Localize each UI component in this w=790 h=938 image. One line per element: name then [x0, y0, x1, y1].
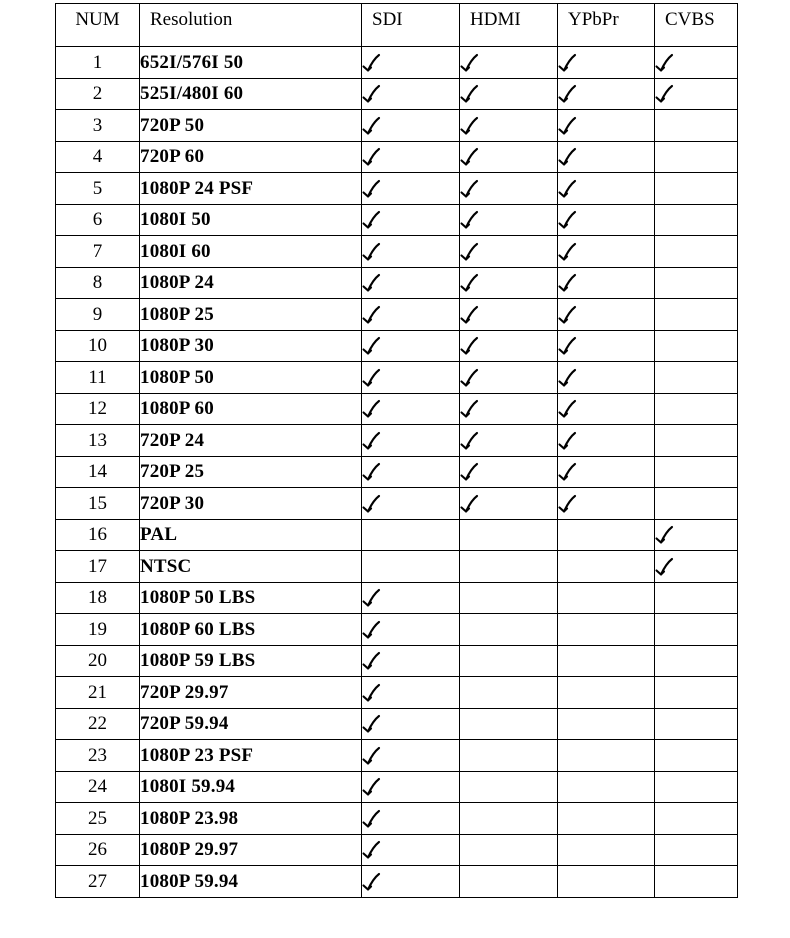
resolution-cell: 720P 60	[140, 141, 362, 173]
checkmark-icon	[460, 336, 480, 356]
resolution-cell: 1080P 59 LBS	[140, 645, 362, 677]
checkmark-icon	[655, 557, 675, 577]
cvbs-support-cell	[655, 173, 738, 205]
row-num-cell: 23	[56, 740, 140, 772]
row-num-cell: 15	[56, 488, 140, 520]
table-row	[56, 645, 738, 677]
sdi-support-cell	[362, 141, 460, 173]
ypbpr-support-cell	[558, 488, 655, 520]
row-num-cell: 20	[56, 645, 140, 677]
checkmark-icon	[558, 147, 578, 167]
table-row	[56, 330, 738, 362]
resolution-cell: 1080P 50	[140, 362, 362, 394]
checkmark-icon	[558, 210, 578, 230]
table-row	[56, 204, 738, 236]
hdmi-support-cell	[460, 488, 558, 520]
resolution-cell: 720P 25	[140, 456, 362, 488]
resolution-cell: 1080I 60	[140, 236, 362, 268]
ypbpr-support-cell	[558, 834, 655, 866]
row-num-cell: 26	[56, 834, 140, 866]
sdi-support-cell	[362, 425, 460, 457]
hdmi-support-cell	[460, 78, 558, 110]
checkmark-icon	[362, 588, 382, 608]
hdmi-support-cell	[460, 645, 558, 677]
row-num-cell: 9	[56, 299, 140, 331]
sdi-support-cell	[362, 362, 460, 394]
resolution-cell: 652I/576I 50	[140, 47, 362, 79]
row-num-cell: 17	[56, 551, 140, 583]
cvbs-support-cell	[655, 614, 738, 646]
cvbs-support-cell	[655, 236, 738, 268]
table-row	[56, 834, 738, 866]
hdmi-support-cell	[460, 614, 558, 646]
header-sdi: SDI	[362, 4, 460, 47]
checkmark-icon	[362, 147, 382, 167]
checkmark-icon	[362, 746, 382, 766]
checkmark-icon	[558, 431, 578, 451]
row-num-cell: 18	[56, 582, 140, 614]
resolution-cell: 720P 59.94	[140, 708, 362, 740]
table-row	[56, 866, 738, 898]
checkmark-icon	[460, 147, 480, 167]
sdi-support-cell	[362, 708, 460, 740]
checkmark-icon	[362, 399, 382, 419]
ypbpr-support-cell	[558, 740, 655, 772]
table-header-row	[56, 4, 738, 47]
checkmark-icon	[460, 273, 480, 293]
sdi-support-cell	[362, 866, 460, 898]
table-row	[56, 677, 738, 709]
hdmi-support-cell	[460, 267, 558, 299]
table-row	[56, 740, 738, 772]
resolution-cell: 1080I 50	[140, 204, 362, 236]
table-row	[56, 456, 738, 488]
resolution-cell: 1080P 25	[140, 299, 362, 331]
resolution-cell: 1080P 59.94	[140, 866, 362, 898]
checkmark-icon	[460, 84, 480, 104]
hdmi-support-cell	[460, 141, 558, 173]
checkmark-icon	[362, 242, 382, 262]
cvbs-support-cell	[655, 78, 738, 110]
cvbs-support-cell	[655, 141, 738, 173]
ypbpr-support-cell	[558, 267, 655, 299]
ypbpr-support-cell	[558, 645, 655, 677]
row-num-cell: 22	[56, 708, 140, 740]
sdi-support-cell	[362, 267, 460, 299]
resolution-cell: 1080I 59.94	[140, 771, 362, 803]
cvbs-support-cell	[655, 362, 738, 394]
sdi-support-cell	[362, 582, 460, 614]
table-body	[56, 47, 738, 898]
checkmark-icon	[558, 53, 578, 73]
row-num-cell: 24	[56, 771, 140, 803]
checkmark-icon	[460, 305, 480, 325]
table-row	[56, 141, 738, 173]
table-row	[56, 267, 738, 299]
ypbpr-support-cell	[558, 803, 655, 835]
sdi-support-cell	[362, 740, 460, 772]
cvbs-support-cell	[655, 204, 738, 236]
checkmark-icon	[655, 53, 675, 73]
sdi-support-cell	[362, 236, 460, 268]
ypbpr-support-cell	[558, 708, 655, 740]
row-num-cell: 21	[56, 677, 140, 709]
ypbpr-support-cell	[558, 110, 655, 142]
checkmark-icon	[460, 242, 480, 262]
table-row	[56, 771, 738, 803]
checkmark-icon	[558, 242, 578, 262]
header-cvbs: CVBS	[655, 4, 738, 47]
checkmark-icon	[460, 399, 480, 419]
row-num-cell: 1	[56, 47, 140, 79]
table-row	[56, 393, 738, 425]
checkmark-icon	[362, 84, 382, 104]
row-num-cell: 19	[56, 614, 140, 646]
checkmark-icon	[362, 494, 382, 514]
row-num-cell: 8	[56, 267, 140, 299]
checkmark-icon	[362, 840, 382, 860]
checkmark-icon	[558, 179, 578, 199]
checkmark-icon	[558, 399, 578, 419]
hdmi-support-cell	[460, 299, 558, 331]
resolution-cell: 1080P 24	[140, 267, 362, 299]
resolution-cell: 720P 29.97	[140, 677, 362, 709]
checkmark-icon	[362, 179, 382, 199]
ypbpr-support-cell	[558, 456, 655, 488]
resolution-cell: 1080P 60 LBS	[140, 614, 362, 646]
checkmark-icon	[362, 368, 382, 388]
resolution-cell: 525I/480I 60	[140, 78, 362, 110]
table-row	[56, 110, 738, 142]
checkmark-icon	[460, 368, 480, 388]
sdi-support-cell	[362, 330, 460, 362]
checkmark-icon	[558, 84, 578, 104]
hdmi-support-cell	[460, 866, 558, 898]
hdmi-support-cell	[460, 677, 558, 709]
ypbpr-support-cell	[558, 299, 655, 331]
sdi-support-cell	[362, 204, 460, 236]
sdi-support-cell	[362, 771, 460, 803]
cvbs-support-cell	[655, 393, 738, 425]
row-num-cell: 6	[56, 204, 140, 236]
header-num: NUM	[56, 4, 140, 47]
checkmark-icon	[362, 431, 382, 451]
checkmark-icon	[362, 620, 382, 640]
cvbs-support-cell	[655, 488, 738, 520]
hdmi-support-cell	[460, 173, 558, 205]
checkmark-icon	[362, 116, 382, 136]
ypbpr-support-cell	[558, 330, 655, 362]
table-row	[56, 614, 738, 646]
cvbs-support-cell	[655, 677, 738, 709]
hdmi-support-cell	[460, 362, 558, 394]
row-num-cell: 27	[56, 866, 140, 898]
checkmark-icon	[655, 84, 675, 104]
ypbpr-support-cell	[558, 866, 655, 898]
hdmi-support-cell	[460, 47, 558, 79]
checkmark-icon	[362, 462, 382, 482]
resolution-support-table	[55, 3, 738, 898]
checkmark-icon	[558, 368, 578, 388]
sdi-support-cell	[362, 645, 460, 677]
cvbs-support-cell	[655, 551, 738, 583]
checkmark-icon	[362, 777, 382, 797]
table-row	[56, 519, 738, 551]
cvbs-support-cell	[655, 866, 738, 898]
resolution-cell: 1080P 60	[140, 393, 362, 425]
hdmi-support-cell	[460, 551, 558, 583]
resolution-cell: 1080P 30	[140, 330, 362, 362]
checkmark-icon	[558, 494, 578, 514]
ypbpr-support-cell	[558, 362, 655, 394]
sdi-support-cell	[362, 47, 460, 79]
cvbs-support-cell	[655, 110, 738, 142]
checkmark-icon	[362, 872, 382, 892]
ypbpr-support-cell	[558, 47, 655, 79]
hdmi-support-cell	[460, 834, 558, 866]
table-row	[56, 425, 738, 457]
row-num-cell: 10	[56, 330, 140, 362]
table-row	[56, 236, 738, 268]
hdmi-support-cell	[460, 708, 558, 740]
checkmark-icon	[460, 116, 480, 136]
hdmi-support-cell	[460, 771, 558, 803]
hdmi-support-cell	[460, 110, 558, 142]
cvbs-support-cell	[655, 425, 738, 457]
hdmi-support-cell	[460, 393, 558, 425]
sdi-support-cell	[362, 299, 460, 331]
checkmark-icon	[558, 336, 578, 356]
sdi-support-cell	[362, 173, 460, 205]
ypbpr-support-cell	[558, 173, 655, 205]
table-row	[56, 582, 738, 614]
cvbs-support-cell	[655, 834, 738, 866]
table-row	[56, 551, 738, 583]
checkmark-icon	[362, 809, 382, 829]
resolution-cell: 1080P 50 LBS	[140, 582, 362, 614]
ypbpr-support-cell	[558, 677, 655, 709]
sdi-support-cell	[362, 803, 460, 835]
hdmi-support-cell	[460, 204, 558, 236]
table-row	[56, 362, 738, 394]
hdmi-support-cell	[460, 456, 558, 488]
resolution-cell: 1080P 24 PSF	[140, 173, 362, 205]
header-resolution: Resolution	[140, 4, 362, 47]
checkmark-icon	[362, 273, 382, 293]
row-num-cell: 14	[56, 456, 140, 488]
checkmark-icon	[362, 336, 382, 356]
checkmark-icon	[362, 305, 382, 325]
hdmi-support-cell	[460, 803, 558, 835]
resolution-cell: PAL	[140, 519, 362, 551]
sdi-support-cell	[362, 551, 460, 583]
row-num-cell: 4	[56, 141, 140, 173]
row-num-cell: 7	[56, 236, 140, 268]
cvbs-support-cell	[655, 299, 738, 331]
header-ypbpr: YPbPr	[558, 4, 655, 47]
ypbpr-support-cell	[558, 551, 655, 583]
checkmark-icon	[655, 525, 675, 545]
sdi-support-cell	[362, 614, 460, 646]
row-num-cell: 11	[56, 362, 140, 394]
checkmark-icon	[460, 494, 480, 514]
checkmark-icon	[558, 462, 578, 482]
sdi-support-cell	[362, 488, 460, 520]
sdi-support-cell	[362, 456, 460, 488]
checkmark-icon	[460, 462, 480, 482]
cvbs-support-cell	[655, 645, 738, 677]
ypbpr-support-cell	[558, 425, 655, 457]
checkmark-icon	[558, 273, 578, 293]
table-row	[56, 78, 738, 110]
row-num-cell: 2	[56, 78, 140, 110]
resolution-cell: 1080P 23.98	[140, 803, 362, 835]
ypbpr-support-cell	[558, 771, 655, 803]
checkmark-icon	[460, 431, 480, 451]
checkmark-icon	[362, 651, 382, 671]
resolution-cell: 1080P 23 PSF	[140, 740, 362, 772]
row-num-cell: 16	[56, 519, 140, 551]
cvbs-support-cell	[655, 456, 738, 488]
ypbpr-support-cell	[558, 141, 655, 173]
cvbs-support-cell	[655, 803, 738, 835]
table-row	[56, 299, 738, 331]
hdmi-support-cell	[460, 519, 558, 551]
header-hdmi: HDMI	[460, 4, 558, 47]
table-row	[56, 173, 738, 205]
table-row	[56, 708, 738, 740]
cvbs-support-cell	[655, 267, 738, 299]
cvbs-support-cell	[655, 708, 738, 740]
hdmi-support-cell	[460, 582, 558, 614]
row-num-cell: 13	[56, 425, 140, 457]
checkmark-icon	[362, 683, 382, 703]
sdi-support-cell	[362, 834, 460, 866]
checkmark-icon	[362, 714, 382, 734]
sdi-support-cell	[362, 519, 460, 551]
checkmark-icon	[362, 210, 382, 230]
checkmark-icon	[558, 116, 578, 136]
cvbs-support-cell	[655, 47, 738, 79]
resolution-cell: 720P 50	[140, 110, 362, 142]
checkmark-icon	[362, 53, 382, 73]
checkmark-icon	[460, 53, 480, 73]
resolution-cell: 720P 30	[140, 488, 362, 520]
ypbpr-support-cell	[558, 519, 655, 551]
hdmi-support-cell	[460, 425, 558, 457]
sdi-support-cell	[362, 78, 460, 110]
checkmark-icon	[460, 210, 480, 230]
cvbs-support-cell	[655, 582, 738, 614]
hdmi-support-cell	[460, 740, 558, 772]
table-row	[56, 47, 738, 79]
sdi-support-cell	[362, 677, 460, 709]
cvbs-support-cell	[655, 519, 738, 551]
ypbpr-support-cell	[558, 393, 655, 425]
sdi-support-cell	[362, 393, 460, 425]
cvbs-support-cell	[655, 740, 738, 772]
hdmi-support-cell	[460, 330, 558, 362]
sdi-support-cell	[362, 110, 460, 142]
table-row	[56, 488, 738, 520]
checkmark-icon	[460, 179, 480, 199]
resolution-cell: 720P 24	[140, 425, 362, 457]
hdmi-support-cell	[460, 236, 558, 268]
resolution-cell: NTSC	[140, 551, 362, 583]
ypbpr-support-cell	[558, 614, 655, 646]
row-num-cell: 12	[56, 393, 140, 425]
cvbs-support-cell	[655, 771, 738, 803]
checkmark-icon	[558, 305, 578, 325]
row-num-cell: 25	[56, 803, 140, 835]
row-num-cell: 5	[56, 173, 140, 205]
ypbpr-support-cell	[558, 78, 655, 110]
ypbpr-support-cell	[558, 236, 655, 268]
resolution-cell: 1080P 29.97	[140, 834, 362, 866]
ypbpr-support-cell	[558, 204, 655, 236]
cvbs-support-cell	[655, 330, 738, 362]
table-row	[56, 803, 738, 835]
row-num-cell: 3	[56, 110, 140, 142]
ypbpr-support-cell	[558, 582, 655, 614]
